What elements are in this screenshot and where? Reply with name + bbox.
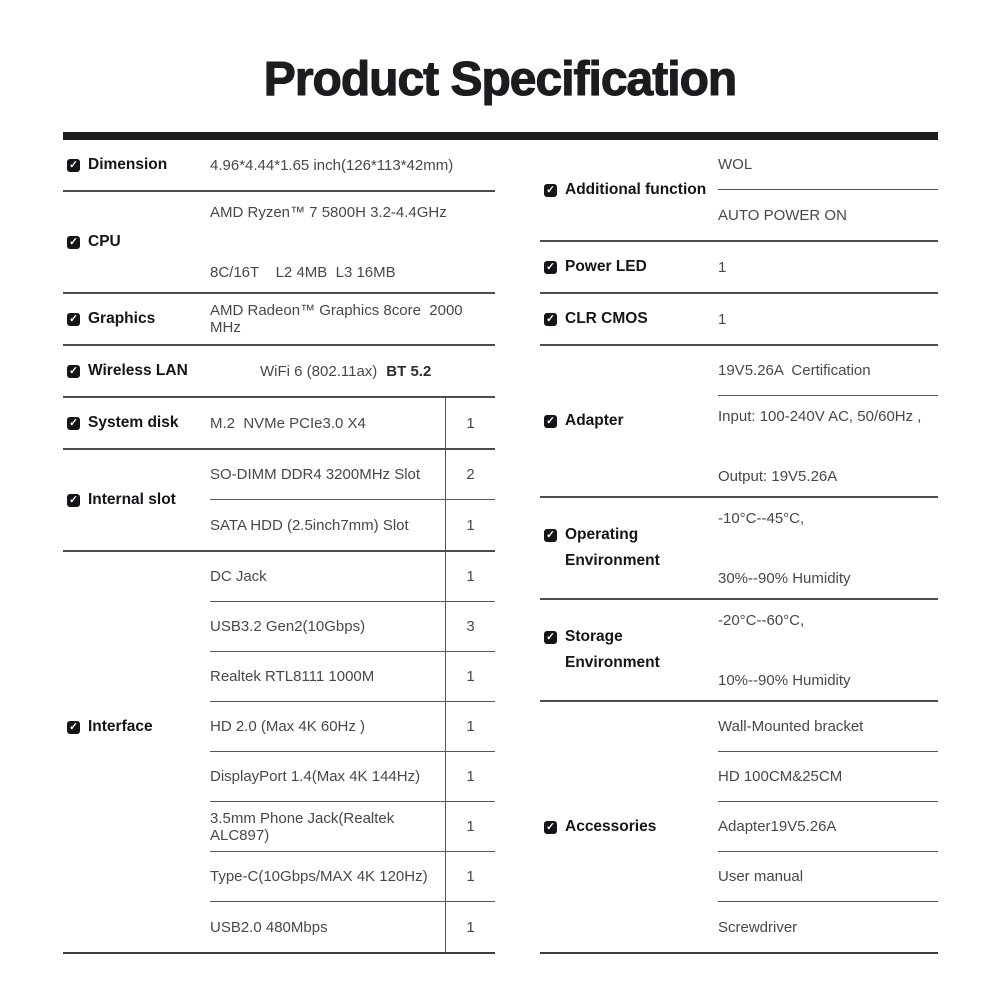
table-row xyxy=(210,450,495,500)
spec-qty: 1 xyxy=(445,752,495,801)
spec-value: HD 2.0 (Max 4K 60Hz ) xyxy=(210,718,366,735)
spec-qty: 1 xyxy=(445,852,495,901)
spec-label: Dimension xyxy=(88,156,168,173)
table-row xyxy=(210,294,495,344)
page-title: Product Specification xyxy=(263,53,737,106)
table-row xyxy=(210,802,495,852)
spec-value: Wall-Mounted bracket xyxy=(718,718,864,735)
spec-section-clr-cmos xyxy=(540,294,938,346)
spec-label: System disk xyxy=(88,414,179,431)
spec-section-cpu xyxy=(63,192,495,294)
spec-label: Power LED xyxy=(565,258,647,275)
spec-label: Internal slot xyxy=(88,491,176,508)
spec-value: Adapter19V5.26A xyxy=(718,818,837,835)
table-row xyxy=(718,140,938,190)
spec-value: USB3.2 Gen2(10Gbps) xyxy=(210,618,366,635)
spec-value: 1 xyxy=(718,258,727,276)
spec-value: Input: 100-240V AC, 50/60Hz , Output: 19V5.26A xyxy=(718,407,922,485)
table-row xyxy=(210,500,495,550)
table-row xyxy=(210,552,495,602)
table-row xyxy=(718,902,938,952)
spec-qty: 1 xyxy=(445,552,495,601)
spec-value: AUTO POWER ON xyxy=(718,206,847,224)
spec-label-line2: Environment xyxy=(565,654,660,671)
checkbox-icon: ✓ xyxy=(67,313,80,326)
spec-label: Adapter xyxy=(565,412,624,429)
spec-value: SO-DIMM DDR4 3200MHz Slot xyxy=(210,466,421,483)
spec-label: Storage xyxy=(565,628,623,645)
spec-value: SATA HDD (2.5inch7mm) Slot xyxy=(210,516,409,534)
checkbox-icon: ✓ xyxy=(544,821,557,834)
spec-section-interface xyxy=(63,552,495,954)
table-row xyxy=(210,346,495,396)
checkbox-icon: ✓ xyxy=(67,159,80,172)
table-row xyxy=(718,802,938,852)
spec-value: DC Jack xyxy=(210,568,267,585)
spec-value: 4.96*4.44*1.65 inch(126*113*42mm) xyxy=(210,156,454,174)
spec-value: M.2 NVMe PCIe3.0 X4 xyxy=(210,414,366,432)
table-row xyxy=(718,752,938,802)
checkbox-icon: ✓ xyxy=(67,721,80,734)
title-rule-bar xyxy=(63,132,938,140)
spec-qty: 1 xyxy=(445,702,495,751)
table-row xyxy=(210,702,495,752)
spec-value: Type-C(10Gbps/MAX 4K 120Hz) xyxy=(210,868,428,885)
spec-section-power-led xyxy=(540,242,938,294)
spec-label: Accessories xyxy=(565,818,657,835)
spec-section-system-disk xyxy=(63,398,495,450)
spec-section-additional-function xyxy=(540,140,938,242)
table-row xyxy=(718,852,938,902)
spec-value: 19V5.26A Certification xyxy=(718,362,871,379)
spec-value: 3.5mm Phone Jack(Realtek ALC897) xyxy=(210,809,398,844)
spec-label: Operating xyxy=(565,526,639,543)
table-row xyxy=(718,600,938,700)
checkbox-icon: ✓ xyxy=(544,631,557,644)
spec-value: USB2.0 480Mbps xyxy=(210,918,328,936)
checkbox-icon: ✓ xyxy=(544,184,557,197)
spec-section-wireless-lan xyxy=(63,346,495,398)
checkbox-icon: ✓ xyxy=(544,313,557,326)
spec-label: Graphics xyxy=(88,310,156,327)
checkbox-icon: ✓ xyxy=(67,236,80,249)
table-row xyxy=(210,852,495,902)
spec-value: WiFi 6 (802.11ax) BT 5.2 xyxy=(260,362,432,380)
table-row xyxy=(210,192,495,292)
table-row xyxy=(210,602,495,652)
spec-section-accessories xyxy=(540,702,938,954)
spec-value: Realtek RTL8111 1000M xyxy=(210,668,375,685)
right-spec-table xyxy=(540,140,938,954)
spec-value: 1 xyxy=(718,310,727,328)
spec-qty: 2 xyxy=(445,450,495,499)
spec-value: User manual xyxy=(718,868,804,885)
spec-value: Screwdriver xyxy=(718,918,798,936)
checkbox-icon: ✓ xyxy=(67,494,80,507)
table-row xyxy=(718,294,938,344)
spec-label-line2: Environment xyxy=(565,552,660,569)
table-row xyxy=(210,398,495,448)
spec-label: Wireless LAN xyxy=(88,362,188,379)
spec-label: CPU xyxy=(88,233,121,250)
table-row xyxy=(718,242,938,292)
table-row xyxy=(718,702,938,752)
spec-qty: 1 xyxy=(445,802,495,851)
table-row xyxy=(210,652,495,702)
spec-qty: 1 xyxy=(445,652,495,701)
checkbox-icon: ✓ xyxy=(67,365,80,378)
spec-label: CLR CMOS xyxy=(565,310,648,327)
spec-qty: 1 xyxy=(445,902,495,952)
spec-value: DisplayPort 1.4(Max 4K 144Hz) xyxy=(210,768,421,785)
spec-value: WOL xyxy=(718,156,753,173)
left-spec-table xyxy=(63,140,495,954)
spec-label: Interface xyxy=(88,718,153,735)
checkbox-icon: ✓ xyxy=(544,415,557,428)
spec-section-internal-slot xyxy=(63,450,495,552)
spec-section-storage-environment xyxy=(540,600,938,702)
spec-section-graphics xyxy=(63,294,495,346)
spec-qty: 1 xyxy=(445,500,495,550)
spec-qty: 3 xyxy=(445,602,495,651)
checkbox-icon: ✓ xyxy=(544,261,557,274)
table-row xyxy=(210,752,495,802)
checkbox-icon: ✓ xyxy=(67,417,80,430)
table-row xyxy=(210,902,495,952)
spec-value-bold: BT 5.2 xyxy=(386,362,432,380)
spec-value: -10°C--45°C, 30%--90% Humidity xyxy=(718,509,851,587)
spec-label: Additional function xyxy=(565,181,707,198)
spec-value: AMD Ryzen™ 7 5800H 3.2-4.4GHz 8C/16T L2 4MB L3 16MB xyxy=(210,203,447,281)
spec-qty: 1 xyxy=(445,398,495,448)
spec-value: HD 100CM&25CM xyxy=(718,768,843,785)
spec-value: AMD Radeon™ Graphics 8core 2000 MHz xyxy=(210,302,467,336)
spec-value: -20°C--60°C, 10%--90% Humidity xyxy=(718,611,851,689)
checkbox-icon: ✓ xyxy=(544,529,557,542)
table-row xyxy=(718,190,938,240)
